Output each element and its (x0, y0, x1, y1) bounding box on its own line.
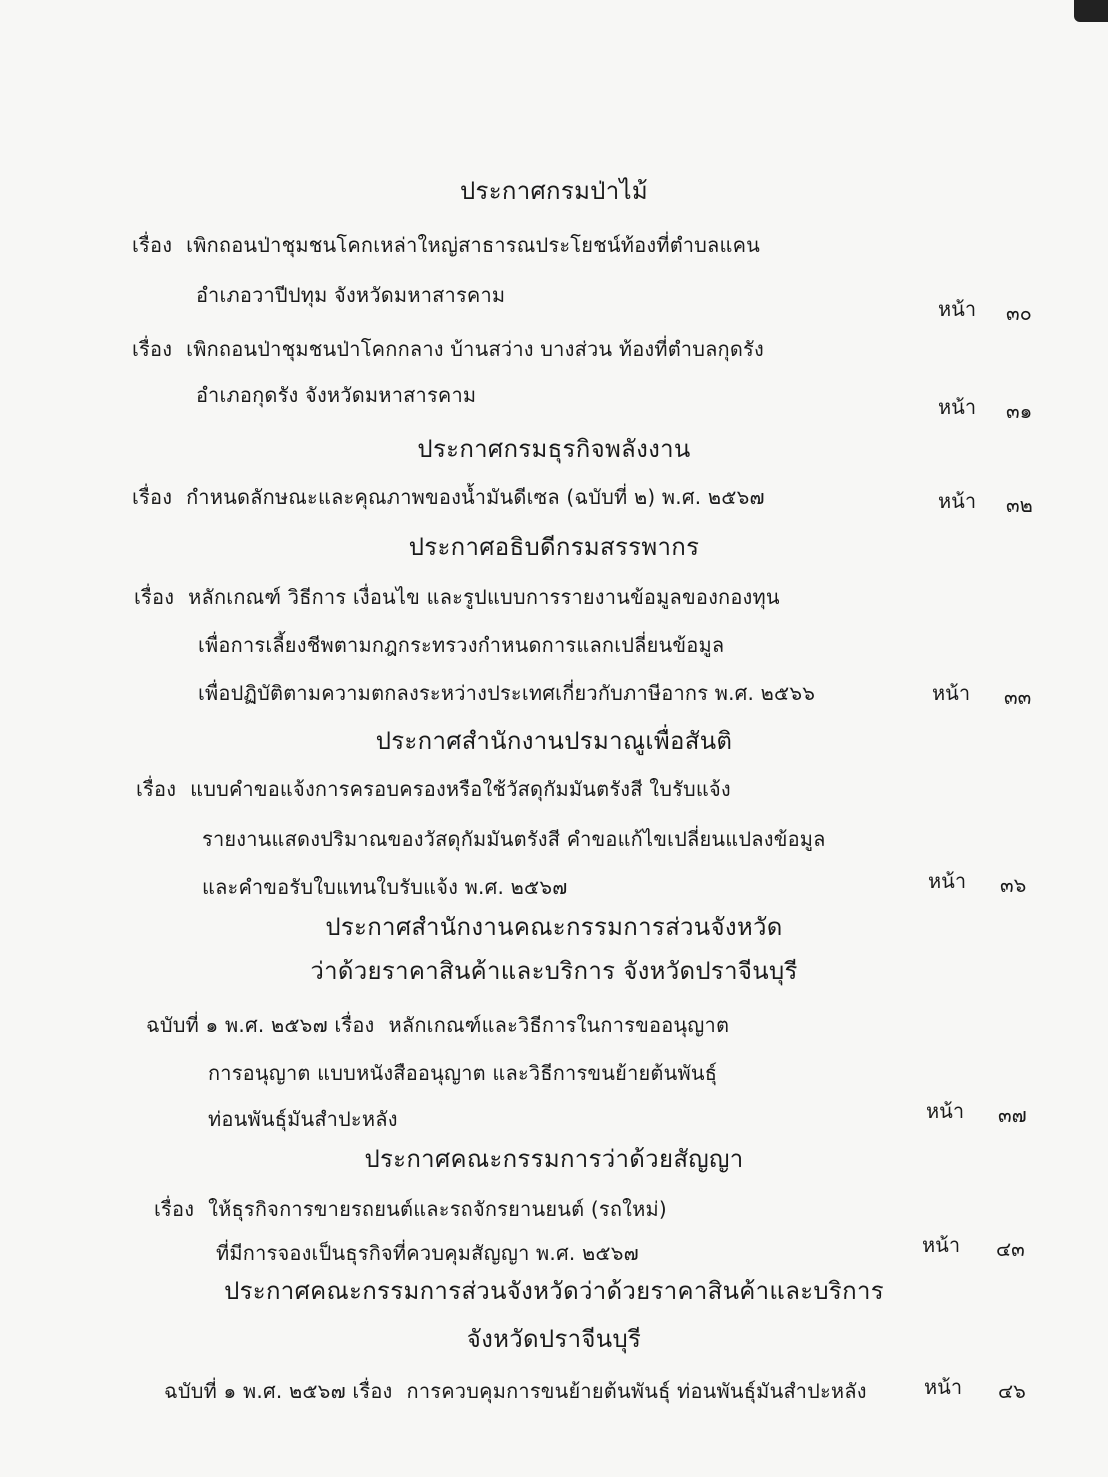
entry-line: อำเภอวาปีปทุม จังหวัดมหาสารคาม (196, 283, 506, 307)
page-number: ๓๐ (1006, 301, 1032, 325)
entry-prefix: ฉบับที่ ๑ พ.ศ. ๒๕๖๗ เรื่อง (164, 1379, 393, 1403)
entry-prefix: เรื่อง (132, 337, 173, 361)
entry-line (154, 1196, 667, 1222)
entry-text: การควบคุมการขนย้ายต้นพันธุ์ ท่อนพันธุ์มันสำปะหลัง (406, 1379, 867, 1403)
entry-prefix: เรื่อง (136, 777, 177, 801)
page-number: ๔๓ (996, 1237, 1025, 1261)
section-heading-line-2: จังหวัดปราจีนบุรี (466, 1325, 642, 1353)
entry-line (132, 232, 760, 258)
page-number: ๔๖ (998, 1379, 1026, 1403)
page-label: หน้า (938, 297, 977, 321)
section-heading: ประกาศคณะกรรมการส่วนจังหวัดว่าด้วยราคาสินค้าและบริการ (224, 1277, 884, 1305)
entry-text: กำหนดลักษณะและคุณภาพของน้ำมันดีเซล (ฉบับที่ ๒) พ.ศ. ๒๕๖๗ (186, 485, 765, 509)
entry-line: การอนุญาต แบบหนังสืออนุญาต และวิธีการขนย้ายต้นพันธุ์ (208, 1061, 718, 1085)
page-label: หน้า (932, 681, 971, 705)
entry-prefix: เรื่อง (154, 1197, 195, 1221)
section-heading-line-2: ว่าด้วยราคาสินค้าและบริการ จังหวัดปราจีนบุรี (310, 957, 798, 985)
section-heading: ประกาศอธิบดีกรมสรรพากร (408, 533, 700, 561)
page-number: ๓๖ (1000, 873, 1027, 897)
entry-line: ที่มีการจองเป็นธุรกิจที่ควบคุมสัญญา พ.ศ. ๒๕๖๗ (216, 1241, 639, 1265)
entry-line (132, 336, 764, 362)
section-heading: ประกาศคณะกรรมการว่าด้วยสัญญา (364, 1145, 744, 1173)
page-label: หน้า (926, 1099, 965, 1123)
entry-prefix: ฉบับที่ ๑ พ.ศ. ๒๕๖๗ เรื่อง (146, 1013, 375, 1037)
page-label: หน้า (928, 869, 967, 893)
entry-line: เพื่อปฏิบัติตามความตกลงระหว่างประเทศเกี่ยวกับภาษีอากร พ.ศ. ๒๕๖๖ (198, 681, 816, 705)
page-number: ๓๓ (1004, 685, 1032, 709)
entry-text: ให้ธุรกิจการขายรถยนต์และรถจักรยานยนต์ (รถใหม่) (208, 1197, 667, 1221)
entry-line (164, 1378, 867, 1404)
entry-line (134, 584, 780, 610)
page-label: หน้า (938, 489, 977, 513)
page-number: ๓๗ (998, 1103, 1027, 1127)
entry-text: แบบคำขอแจ้งการครอบครองหรือใช้วัสดุกัมมันตรังสี ใบรับแจ้ง (190, 777, 731, 801)
entry-text: หลักเกณฑ์และวิธีการในการขออนุญาต (388, 1013, 730, 1037)
entry-line: อำเภอกุดรัง จังหวัดมหาสารคาม (196, 383, 477, 407)
page-number: ๓๒ (1006, 493, 1033, 517)
section-heading: ประกาศสำนักงานปรมาณูเพื่อสันติ (375, 727, 733, 755)
page-edge-shadow (1074, 0, 1108, 22)
entry-line: ท่อนพันธุ์มันสำปะหลัง (208, 1107, 398, 1131)
section-heading: ประกาศสำนักงานคณะกรรมการส่วนจังหวัด (325, 913, 783, 941)
entry-line (136, 776, 731, 802)
entry-line: รายงานแสดงปริมาณของวัสดุกัมมันตรังสี คำขอแก้ไขเปลี่ยนแปลงข้อมูล (202, 827, 826, 851)
entry-text: หลักเกณฑ์ วิธีการ เงื่อนไข และรูปแบบการรายงานข้อมูลของกองทุน (188, 585, 780, 609)
entry-line (132, 484, 765, 510)
page-number: ๓๑ (1006, 399, 1033, 423)
page-label: หน้า (922, 1233, 961, 1257)
entry-text: เพิกถอนป่าชุมชนป่าโคกกลาง บ้านสว่าง บางส่วน ท้องที่ตำบลกุดรัง (186, 337, 764, 361)
section-heading: ประกาศกรมป่าไม้ (459, 177, 648, 205)
entry-line: เพื่อการเลี้ยงชีพตามกฎกระทรวงกำหนดการแลกเปลี่ยนข้อมูล (198, 633, 725, 657)
page-label: หน้า (938, 395, 977, 419)
entry-text: เพิกถอนป่าชุมชนโคกเหล่าใหญ่สาธารณประโยชน์ท้องที่ตำบลแคน (186, 233, 761, 257)
page-label: หน้า (924, 1375, 963, 1399)
entry-line (146, 1012, 729, 1038)
entry-prefix: เรื่อง (134, 585, 175, 609)
entry-prefix: เรื่อง (132, 233, 173, 257)
entry-line: และคำขอรับใบแทนใบรับแจ้ง พ.ศ. ๒๕๖๗ (202, 875, 568, 899)
entry-prefix: เรื่อง (132, 485, 173, 509)
section-heading: ประกาศกรมธุรกิจพลังงาน (417, 435, 691, 463)
